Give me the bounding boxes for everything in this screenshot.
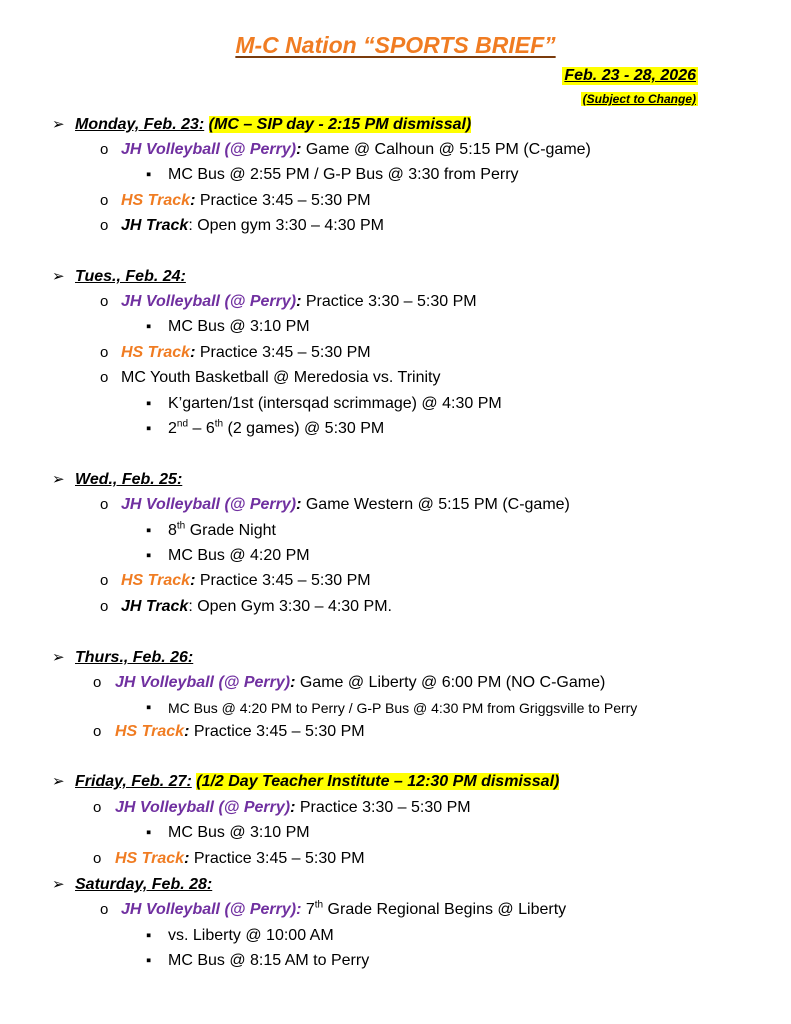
circle-bullet-icon: o bbox=[100, 293, 109, 310]
event-friday-volleyball: JH Volleyball (@ Perry): Practice 3:30 – 5:30 PM bbox=[115, 799, 471, 816]
subject-note: (Subject to Change) bbox=[582, 92, 696, 106]
square-bullet-icon: ▪ bbox=[146, 420, 152, 437]
arrow-bullet-icon: ➢ bbox=[52, 649, 65, 666]
circle-bullet-icon: o bbox=[93, 850, 102, 867]
circle-bullet-icon: o bbox=[100, 598, 109, 615]
circle-bullet-icon: o bbox=[100, 496, 109, 513]
event-wednesday-hs-track: HS Track: Practice 3:45 – 5:30 PM bbox=[121, 572, 371, 589]
event-saturday-bus: MC Bus @ 8:15 AM to Perry bbox=[168, 952, 370, 969]
arrow-bullet-icon: ➢ bbox=[52, 471, 65, 488]
circle-bullet-icon: o bbox=[93, 799, 102, 816]
circle-bullet-icon: o bbox=[100, 192, 109, 209]
event-thursday-volleyball: JH Volleyball (@ Perry): Game @ Liberty @ 6:00 PM (NO C-Game) bbox=[115, 674, 606, 691]
event-tuesday-bus: MC Bus @ 3:10 PM bbox=[168, 318, 310, 335]
event-monday-hs-track: HS Track: Practice 3:45 – 5:30 PM bbox=[121, 192, 371, 209]
day-heading-wednesday: Wed., Feb. 25: bbox=[75, 471, 183, 488]
document-title: M-C Nation “SPORTS BRIEF” bbox=[235, 32, 556, 58]
event-monday-jh-track: JH Track: Open gym 3:30 – 4:30 PM bbox=[121, 217, 384, 234]
square-bullet-icon: ▪ bbox=[146, 927, 152, 944]
square-bullet-icon: ▪ bbox=[146, 522, 152, 539]
event-thursday-hs-track: HS Track: Practice 3:45 – 5:30 PM bbox=[115, 723, 365, 740]
square-bullet-icon: ▪ bbox=[146, 395, 152, 412]
event-tuesday-volleyball: JH Volleyball (@ Perry): Practice 3:30 – 5:30 PM bbox=[121, 293, 477, 310]
event-tuesday-youth-basketball: MC Youth Basketball @ Meredosia vs. Trinity bbox=[121, 369, 441, 386]
event-tuesday-grades-2-6: 2nd – 6th (2 games) @ 5:30 PM bbox=[168, 418, 385, 437]
arrow-bullet-icon: ➢ bbox=[52, 268, 65, 285]
day-heading-tuesday: Tues., Feb. 24: bbox=[75, 268, 186, 285]
circle-bullet-icon: o bbox=[93, 723, 102, 740]
circle-bullet-icon: o bbox=[100, 369, 109, 386]
circle-bullet-icon: o bbox=[100, 141, 109, 158]
circle-bullet-icon: o bbox=[100, 572, 109, 589]
event-wednesday-jh-track: JH Track: Open Gym 3:30 – 4:30 PM. bbox=[121, 598, 392, 615]
day-heading-monday: Monday, Feb. 23: (MC – SIP day - 2:15 PM dismissal) bbox=[75, 116, 472, 133]
event-friday-hs-track: HS Track: Practice 3:45 – 5:30 PM bbox=[115, 850, 365, 867]
day-heading-thursday: Thurs., Feb. 26: bbox=[75, 649, 194, 666]
event-wednesday-grade-night: 8th Grade Night bbox=[168, 520, 276, 539]
day-note-friday: (1/2 Day Teacher Institute – 12:30 PM dismissal) bbox=[196, 773, 560, 790]
day-note-monday: (MC – SIP day - 2:15 PM dismissal) bbox=[208, 116, 472, 133]
event-saturday-volleyball: JH Volleyball (@ Perry): 7th Grade Regional Begins @ Liberty bbox=[121, 899, 567, 918]
circle-bullet-icon: o bbox=[93, 674, 102, 691]
circle-bullet-icon: o bbox=[100, 217, 109, 234]
square-bullet-icon: ▪ bbox=[146, 547, 152, 564]
event-thursday-bus: MC Bus @ 4:20 PM to Perry / G-P Bus @ 4:30 PM from Griggsville to Perry bbox=[168, 700, 638, 716]
day-heading-saturday: Saturday, Feb. 28: bbox=[75, 876, 213, 893]
event-saturday-game: vs. Liberty @ 10:00 AM bbox=[168, 927, 334, 944]
arrow-bullet-icon: ➢ bbox=[52, 116, 65, 133]
arrow-bullet-icon: ➢ bbox=[52, 876, 65, 893]
event-wednesday-bus: MC Bus @ 4:20 PM bbox=[168, 547, 310, 564]
event-monday-bus: MC Bus @ 2:55 PM / G-P Bus @ 3:30 from Perry bbox=[168, 166, 519, 183]
event-monday-volleyball: JH Volleyball (@ Perry): Game @ Calhoun @ 5:15 PM (C-game) bbox=[121, 141, 591, 158]
square-bullet-icon: ▪ bbox=[146, 699, 152, 716]
square-bullet-icon: ▪ bbox=[146, 824, 152, 841]
day-heading-friday: Friday, Feb. 27: (1/2 Day Teacher Institute – 12:30 PM dismissal) bbox=[75, 773, 560, 790]
square-bullet-icon: ▪ bbox=[146, 318, 152, 335]
date-range: Feb. 23 - 28, 2026 bbox=[564, 67, 696, 84]
event-wednesday-volleyball: JH Volleyball (@ Perry): Game Western @ 5:15 PM (C-game) bbox=[121, 496, 570, 513]
circle-bullet-icon: o bbox=[100, 344, 109, 361]
arrow-bullet-icon: ➢ bbox=[52, 773, 65, 790]
square-bullet-icon: ▪ bbox=[146, 952, 152, 969]
event-tuesday-kindergarten: K’garten/1st (intersqad scrimmage) @ 4:30 PM bbox=[168, 395, 502, 412]
circle-bullet-icon: o bbox=[100, 901, 109, 918]
event-friday-bus: MC Bus @ 3:10 PM bbox=[168, 824, 310, 841]
event-tuesday-hs-track: HS Track: Practice 3:45 – 5:30 PM bbox=[121, 344, 371, 361]
square-bullet-icon: ▪ bbox=[146, 166, 152, 183]
